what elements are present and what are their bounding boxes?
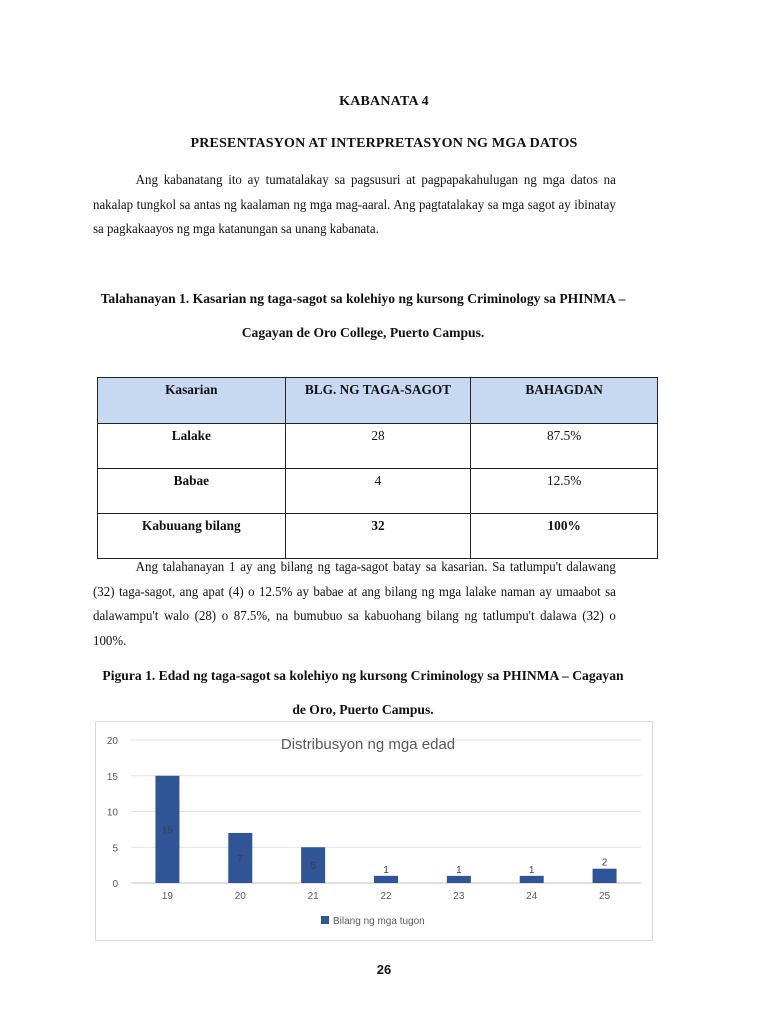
table-row — [98, 469, 658, 514]
y-tick-label: 0 — [112, 879, 118, 890]
data-label: 5 — [310, 861, 316, 873]
table-cell: Lalake — [98, 424, 286, 469]
legend-swatch — [321, 916, 329, 924]
intro-paragraph: Ang kabanatang ito ay tumatalakay sa pagsusuri at pagpapakahulugan ng mga datos na nakalap tungkol sa antas ng kaalaman ng mga mag-aaral. Ang pagtatalakay sa mga sagot ay ibinatay sa pagkakaayos ng mga katanungan sa unang kabanata. — [93, 172, 616, 236]
data-label: 2 — [601, 857, 608, 869]
column-header-kasarian: Kasarian — [98, 378, 286, 424]
table-caption-line2: Cagayan de Oro College, Puerto Campus. — [241, 325, 485, 340]
table-caption — [80, 282, 646, 350]
column-header-count: BLG. NG TAGA-SAGOT — [285, 378, 471, 424]
table-cell: 87.5% — [471, 424, 658, 469]
table-interpretation-paragraph: Ang talahanayan 1 ay ang bilang ng taga-sagot batay sa kasarian. Sa tatlumpu't dalawang (32) taga-sagot, ang apat (4) o 12.5% ay babae at ang bilang ng mga lalake naman ay umaabot sa dalawampu't walo (28) o 87.5%, na bumubuo sa kabuohang bilang ng tatlumpu't dalawa (32) o 100%. — [93, 559, 616, 648]
bar — [593, 869, 617, 883]
x-tick-label: 23 — [453, 891, 465, 902]
chart-title: Distribusyon ng mga edad — [280, 736, 456, 753]
column-header-percent: BAHAGDAN — [471, 378, 658, 424]
table-cell: 100% — [471, 514, 658, 559]
table-header-row — [98, 378, 658, 424]
age-distribution-chart — [95, 721, 653, 941]
gender-table — [97, 377, 658, 559]
bar — [374, 876, 398, 883]
data-label: 1 — [528, 864, 535, 876]
table-cell: Babae — [98, 469, 286, 514]
x-tick-label: 20 — [234, 891, 246, 902]
data-label: 1 — [383, 864, 389, 876]
x-tick-label: 22 — [380, 891, 392, 902]
bar — [520, 876, 544, 883]
table-cell: 12.5% — [471, 469, 658, 514]
data-label: 1 — [456, 864, 462, 876]
table-cell: 32 — [285, 514, 471, 559]
y-tick-label: 15 — [106, 771, 118, 783]
figure-caption — [80, 659, 646, 727]
x-tick-label: 24 — [526, 891, 538, 902]
table-cell: 28 — [285, 424, 471, 469]
table-row — [98, 424, 658, 469]
data-label: 7 — [237, 853, 244, 865]
table-cell: Kabuuang bilang — [98, 514, 286, 559]
y-tick-label: 5 — [112, 843, 118, 855]
legend-label: Bilang ng mga tugon — [333, 916, 425, 927]
table-cell: 4 — [285, 469, 471, 514]
figure-caption-line2: de Oro, Puerto Campus. — [292, 702, 434, 717]
y-tick-label: 20 — [106, 736, 118, 747]
page-number: 26 — [376, 962, 392, 977]
y-tick-label: 10 — [106, 807, 118, 819]
figure-caption-line1: Pigura 1. Edad ng taga-sagot sa kolehiyo ng kursong Criminology sa PHINMA – Cagayan — [102, 668, 624, 683]
x-tick-label: 19 — [161, 891, 173, 902]
x-tick-label: 21 — [307, 891, 319, 902]
x-tick-label: 25 — [599, 891, 611, 902]
table-row-total — [98, 514, 658, 559]
table-caption-line1: Talahanayan 1. Kasarian ng taga-sagot sa kolehiyo ng kursong Criminology sa PHINMA – — [100, 291, 626, 306]
chart-canvas — [96, 722, 652, 940]
chapter-heading: KABANATA 4 — [339, 94, 429, 109]
data-label: 15 — [161, 825, 173, 837]
bar — [447, 876, 471, 883]
section-title: PRESENTASYON AT INTERPRETASYON NG MGA DATOS — [190, 136, 578, 151]
